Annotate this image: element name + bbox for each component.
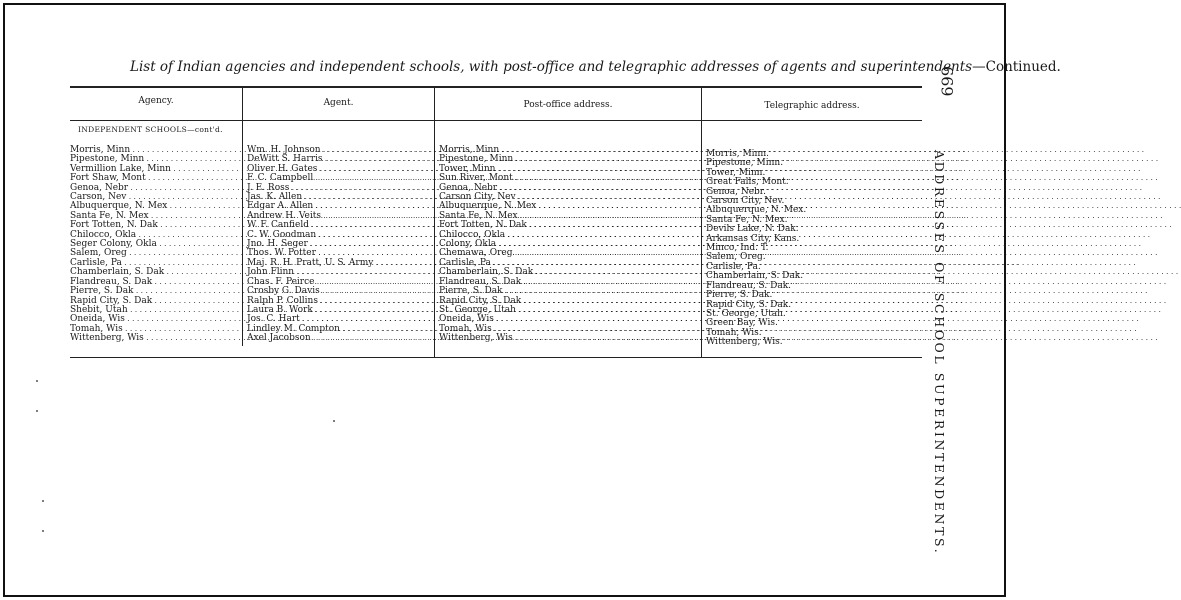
agent-cell: C. W. Goodman . . .	[247, 231, 431, 240]
agency-cell: Chilocco, Okla . . .	[70, 231, 240, 240]
telegraphic-cell: Flandreau, S. Dak.	[706, 280, 792, 291]
agency-cell: Flandreau, S. Dak . . .	[70, 278, 240, 287]
header-agent: Agent.	[323, 98, 354, 108]
header-telegraphic: Telegraphic address.	[764, 101, 860, 111]
post-office-cell: Rapid City, S. Dak . . .	[439, 297, 699, 306]
agency-cell: Santa Fe, N. Mex . . .	[70, 212, 240, 221]
agent-cell: F. C. Campbell . . .	[247, 174, 431, 183]
running-side-title: ADDRESSES OF SCHOOL SUPERINTENDENTS.	[932, 150, 947, 556]
agency-cell: Carlisle, Pa . . .	[70, 259, 240, 268]
margin-speck	[333, 420, 335, 422]
agency-cell: Salem, Oreg . . .	[70, 249, 240, 258]
margin-speck	[42, 500, 44, 502]
telegraphic-cell: Carson City, Nev.	[706, 196, 785, 207]
agent-cell: Andrew H. Veits . . .	[247, 212, 431, 221]
agency-column	[70, 146, 240, 344]
telegraphic-column	[706, 150, 916, 348]
agent-cell: Crosby G. Davis . . .	[247, 287, 431, 296]
telegraphic-cell: Rapid City, S. Dak.	[706, 299, 792, 310]
agent-cell: W. F. Canfield . . .	[247, 221, 431, 230]
table-bottom-rule	[70, 357, 922, 358]
post-office-cell: Santa Fe, N. Mex . . .	[439, 212, 699, 221]
post-office-cell: Fort Totten, N. Dak . . .	[439, 221, 699, 230]
margin-speck	[36, 380, 38, 382]
post-office-cell: Tower, Minn . . .	[439, 165, 699, 174]
agent-cell: DeWitt S. Harris . . .	[247, 155, 431, 164]
agent-cell: J. E. Ross . . .	[247, 184, 431, 193]
header-agency: Agency.	[138, 96, 174, 106]
section-label: INDEPENDENT SCHOOLS—cont'd.	[78, 125, 223, 134]
post-office-cell: Sun River, Mont . . .	[439, 174, 699, 183]
agent-cell: Wm. H. Johnson . . .	[247, 146, 431, 155]
post-office-cell: Chamberlain, S. Dak . . .	[439, 268, 699, 277]
agency-cell: Shebit, Utah . . .	[70, 306, 240, 315]
post-office-cell: Genoa, Nebr . . .	[439, 184, 699, 193]
post-office-cell: Carlisle, Pa . . .	[439, 259, 699, 268]
agency-cell: Carson, Nev . . .	[70, 193, 240, 202]
telegraphic-cell: Salem, Oreg.	[706, 252, 766, 263]
post-office-cell: Chilocco, Okla . . .	[439, 231, 699, 240]
table-top-rule	[70, 86, 922, 88]
agent-cell: Oliver H. Gates . . .	[247, 165, 431, 174]
agency-cell: Tomah, Wis . . .	[70, 325, 240, 334]
agent-cell: Laura B. Work . . .	[247, 306, 431, 315]
telegraphic-cell: Genoa, Nebr.	[706, 186, 766, 197]
post-office-cell: Wittenberg, Wis . . .	[439, 334, 699, 343]
agent-cell: Ralph P. Collins . . .	[247, 297, 431, 306]
telegraphic-cell: Arkansas City, Kans.	[706, 233, 800, 244]
table-caption	[130, 59, 1061, 75]
agency-cell: Pipestone, Minn . . .	[70, 155, 240, 164]
margin-speck	[36, 410, 38, 412]
agency-cell: Morris, Minn . . .	[70, 146, 240, 155]
agency-cell: Albuquerque, N. Mex . . .	[70, 202, 240, 211]
agency-cell: Rapid City, S. Dak . . .	[70, 297, 240, 306]
telegraphic-cell: Albuquerque, N. Mex.	[706, 205, 807, 216]
header-post-office: Post-office address.	[523, 100, 613, 110]
agent-cell: Lindley M. Compton . . .	[247, 325, 431, 334]
post-office-cell: Chemawa, Oreg . . .	[439, 249, 699, 258]
telegraphic-cell: Morris, Minn.	[706, 149, 770, 159]
telegraphic-cell: Tomah, Wis.	[706, 327, 762, 338]
header-bottom-rule	[70, 120, 922, 121]
agency-cell: Vermillion Lake, Minn . . .	[70, 165, 240, 174]
agent-column	[247, 146, 431, 344]
post-office-cell: Flandreau, S. Dak . . .	[439, 278, 699, 287]
telegraphic-cell: Wittenberg, Wis.	[706, 337, 783, 348]
telegraphic-cell: Santa Fe, N. Mex.	[706, 214, 788, 225]
agent-cell: Chas. F. Peirce . . .	[247, 278, 431, 287]
agency-cell: Fort Shaw, Mont . . .	[70, 174, 240, 183]
post-office-cell: Pipestone, Minn . . .	[439, 155, 699, 164]
agent-cell: Jno. H. Seger . . .	[247, 240, 431, 249]
telegraphic-cell: St. George, Utah.	[706, 308, 786, 319]
margin-speck	[42, 530, 44, 532]
page-number: 699	[938, 66, 957, 97]
post-office-cell: Pierre, S. Dak . . .	[439, 287, 699, 296]
agency-cell: Fort Totten, N. Dak . . .	[70, 221, 240, 230]
post-office-cell: Tomah, Wis . . .	[439, 325, 699, 334]
telegraphic-cell: Devils Lake, N. Dak.	[706, 224, 799, 235]
telegraphic-cell: Pipestone, Minn.	[706, 158, 784, 169]
post-office-cell: Carson City, Nev . . .	[439, 193, 699, 202]
caption-continued: —Continued.	[972, 59, 1061, 75]
agency-cell: Pierre, S. Dak . . .	[70, 287, 240, 296]
agency-cell: Seger Colony, Okla . . .	[70, 240, 240, 249]
telegraphic-cell: Pierre, S. Dak.	[706, 290, 773, 301]
post-office-column	[439, 146, 699, 344]
telegraphic-cell: Great Falls, Mont.	[706, 177, 789, 188]
telegraphic-cell: Tower, Minn.	[706, 167, 766, 178]
agency-cell: Genoa, Nebr . . .	[70, 184, 240, 193]
caption-main: List of Indian agencies and independent schools, with post-office and telegraphic addresses of agents and superintendents	[130, 59, 973, 75]
telegraphic-cell: Green Bay, Wis.	[706, 318, 778, 329]
telegraphic-cell: Carlisle, Pa.	[706, 261, 761, 272]
agent-cell: Edgar A. Allen . . .	[247, 202, 431, 211]
post-office-cell: Oneida, Wis . . .	[439, 315, 699, 324]
agent-cell: Maj. R. H. Pratt, U. S. Army . . .	[247, 259, 431, 268]
telegraphic-cell: Minco, Ind. T.	[706, 243, 769, 254]
agent-cell: John Flinn . . .	[247, 268, 431, 277]
agency-cell: Chamberlain, S. Dak . . .	[70, 268, 240, 277]
post-office-cell: Albuquerque, N. Mex . . .	[439, 202, 699, 211]
telegraphic-cell: Chamberlain, S. Dak.	[706, 271, 804, 282]
agency-cell: Wittenberg, Wis . . .	[70, 334, 240, 343]
post-office-cell: Morris, Minn . . .	[439, 146, 699, 155]
agent-cell: Axel Jacobson . . .	[247, 334, 431, 343]
agency-cell: Oneida, Wis . . .	[70, 315, 240, 324]
post-office-cell: Colony, Okla . . .	[439, 240, 699, 249]
agent-cell: Thos. W. Potter . . .	[247, 249, 431, 258]
agent-cell: Jas. K. Allen . . .	[247, 193, 431, 202]
agent-cell: Jos. C. Hart . . .	[247, 315, 431, 324]
post-office-cell: St. George, Utah . . .	[439, 306, 699, 315]
